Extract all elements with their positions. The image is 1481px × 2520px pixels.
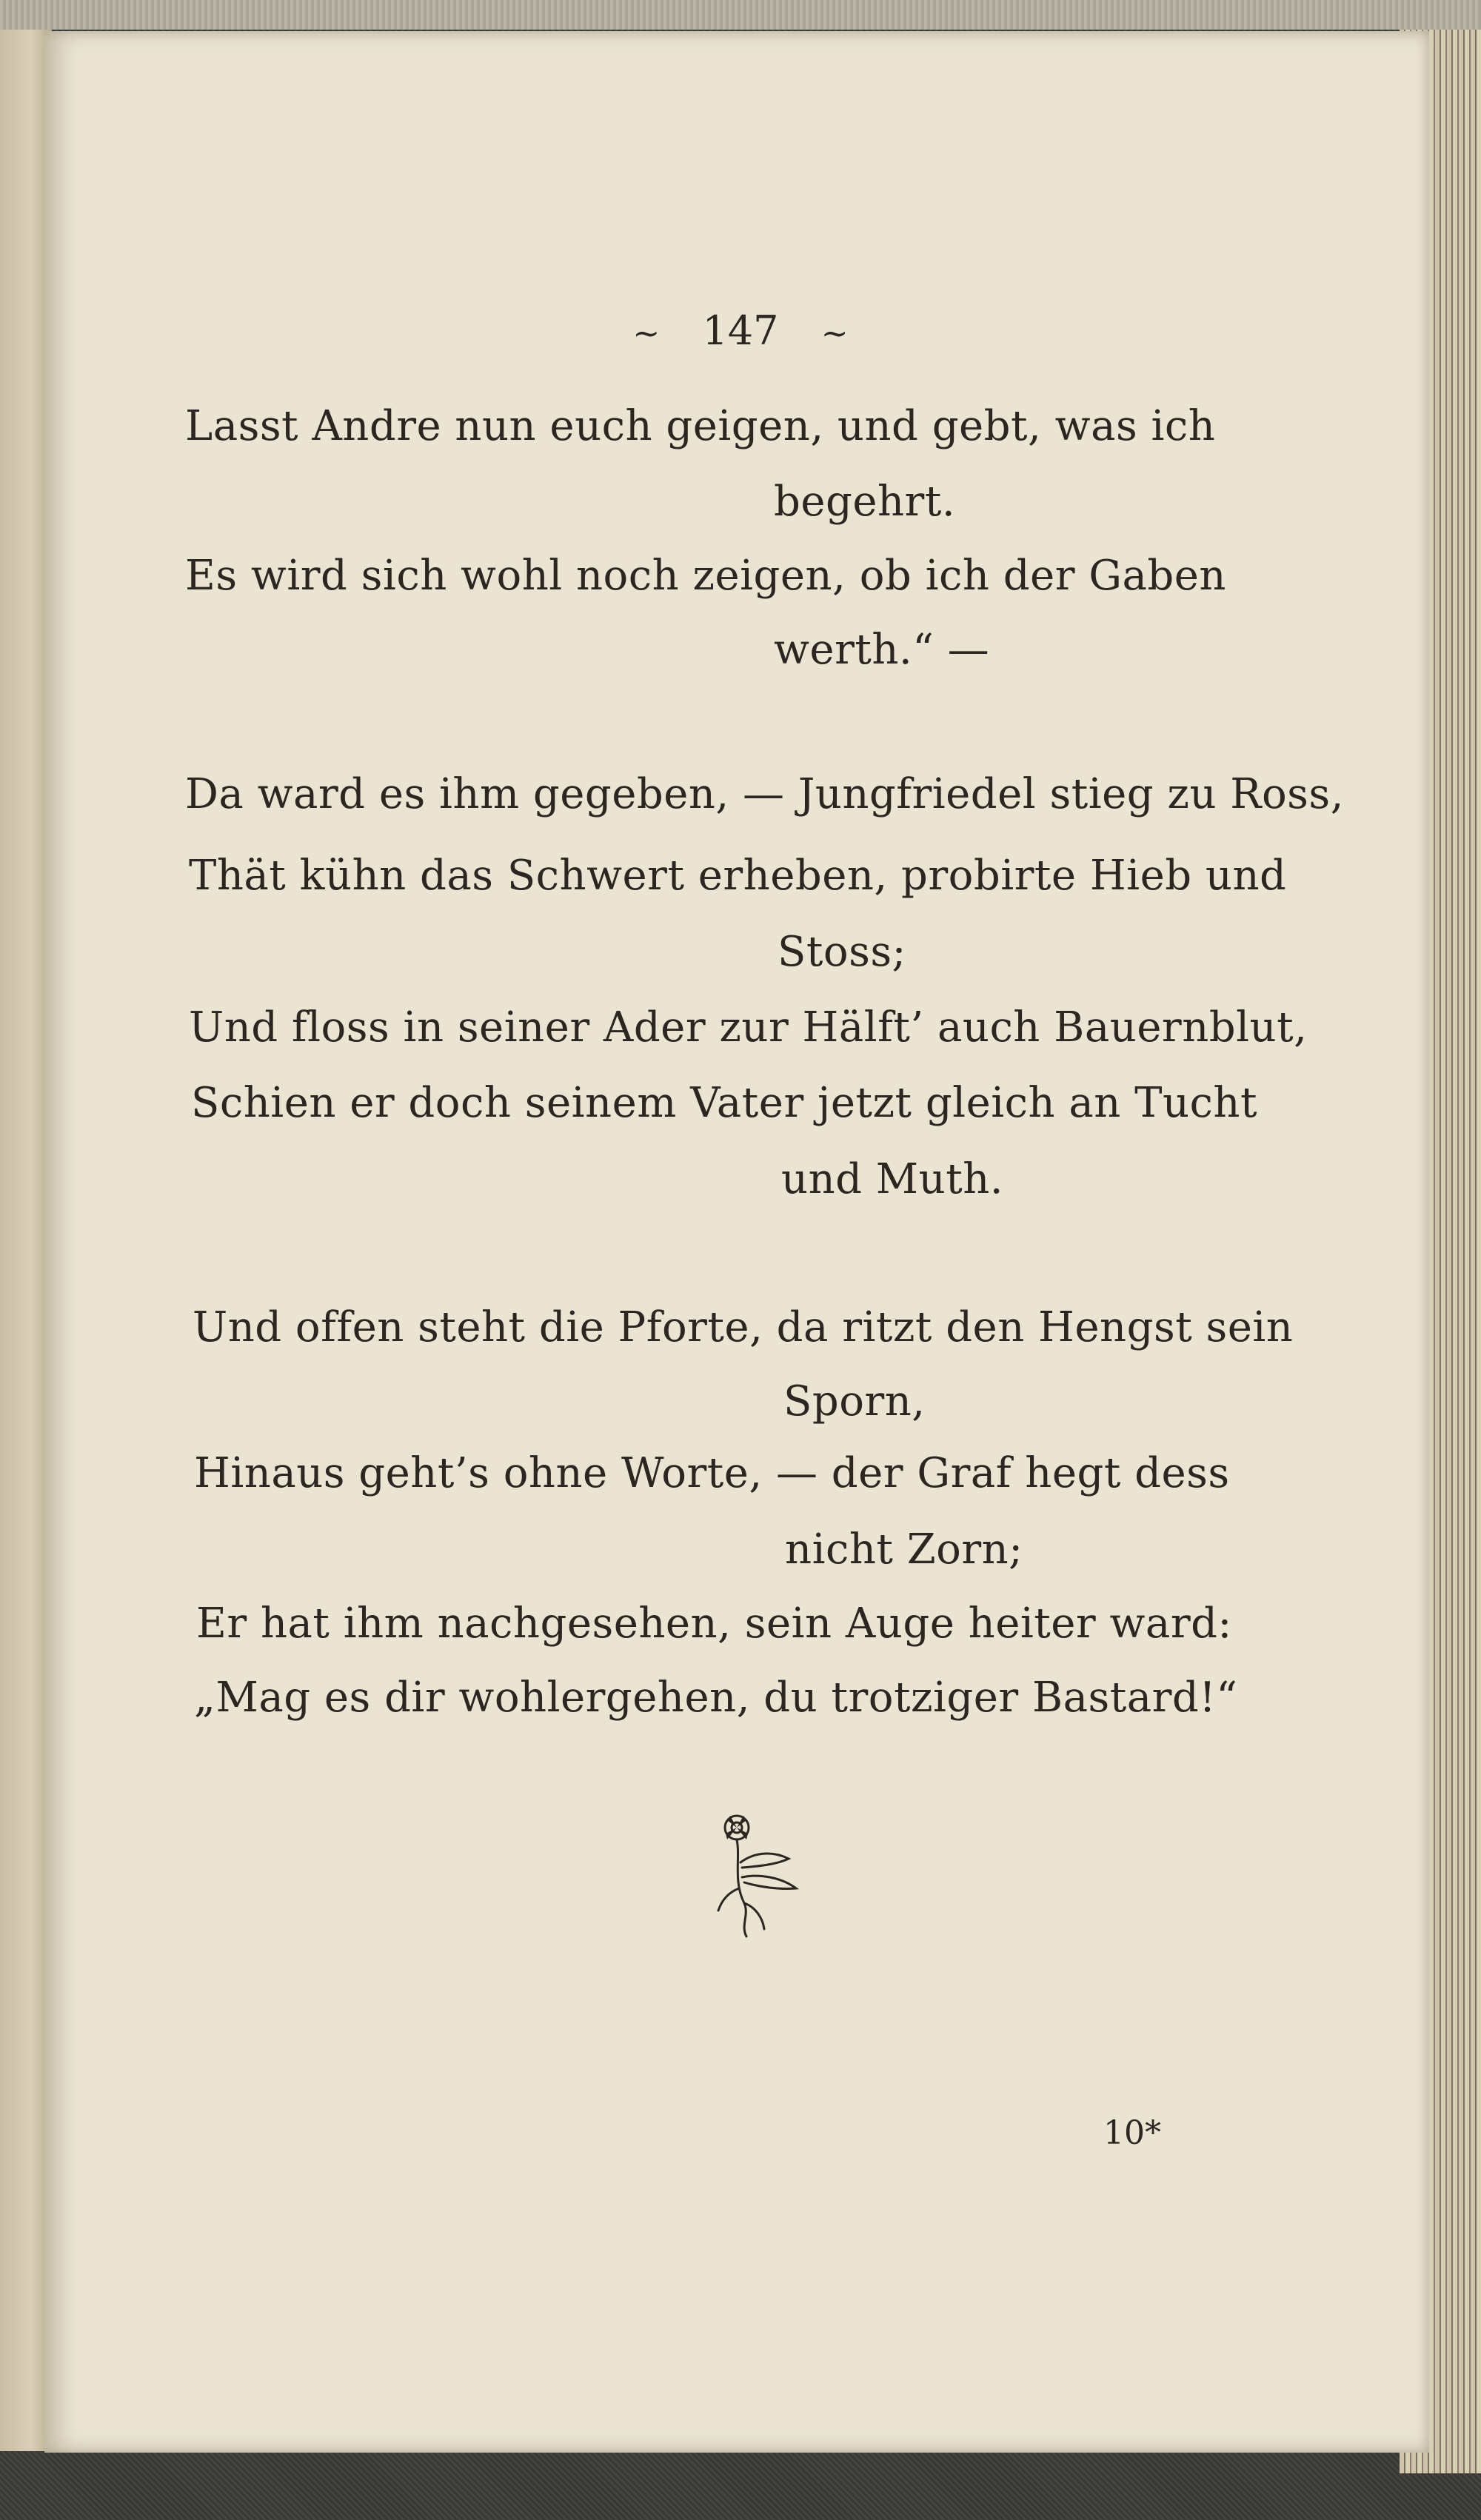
verse-line-continuation: werth.“ — bbox=[774, 626, 990, 674]
verse-line-continuation: Sporn, bbox=[783, 1377, 926, 1426]
verse-line: Thät kühn das Schwert erheben, probirte Hieb und bbox=[189, 852, 1287, 900]
page-header bbox=[0, 307, 1481, 354]
verse-line: Lasst Andre nun euch geigen, und gebt, was ich bbox=[185, 402, 1216, 450]
verse-line-continuation: begehrt. bbox=[774, 478, 956, 526]
verse-line: Schien er doch seinem Vater jetzt gleich an Tucht bbox=[191, 1079, 1257, 1127]
verse-line: Er hat ihm nachgesehen, sein Auge heiter ward: bbox=[196, 1600, 1232, 1648]
ornament-left-icon: ~ bbox=[632, 315, 661, 352]
flower-vignette-icon bbox=[711, 1807, 815, 1940]
ornament-right-icon: ~ bbox=[820, 315, 849, 352]
verse-line: Da ward es ihm gegeben, — Jungfriedel stieg zu Ross, bbox=[185, 770, 1344, 818]
verse-line-continuation: und Muth. bbox=[781, 1155, 1004, 1203]
verse-line-continuation: Stoss; bbox=[778, 928, 906, 976]
book-cover-top-edge bbox=[0, 0, 1481, 30]
verse-line: Hinaus geht’s ohne Worte, — der Graf hegt dess bbox=[194, 1449, 1230, 1497]
verse-line: Und offen steht die Pforte, da ritzt den Hengst sein bbox=[193, 1303, 1294, 1351]
verse-line: Es wird sich wohl noch zeigen, ob ich der Gaben bbox=[185, 552, 1226, 600]
verse-line: Und floss in seiner Ader zur Hälft’ auch Bauernblut, bbox=[189, 1003, 1308, 1052]
printer-signature-mark: 10* bbox=[1103, 2114, 1161, 2152]
page-number: 147 bbox=[702, 307, 779, 354]
verse-line-continuation: nicht Zorn; bbox=[785, 1525, 1023, 1574]
book-page bbox=[44, 31, 1429, 2453]
verse-line: „Mag es dir wohlergehen, du trotziger Bastard!“ bbox=[194, 1674, 1238, 1722]
